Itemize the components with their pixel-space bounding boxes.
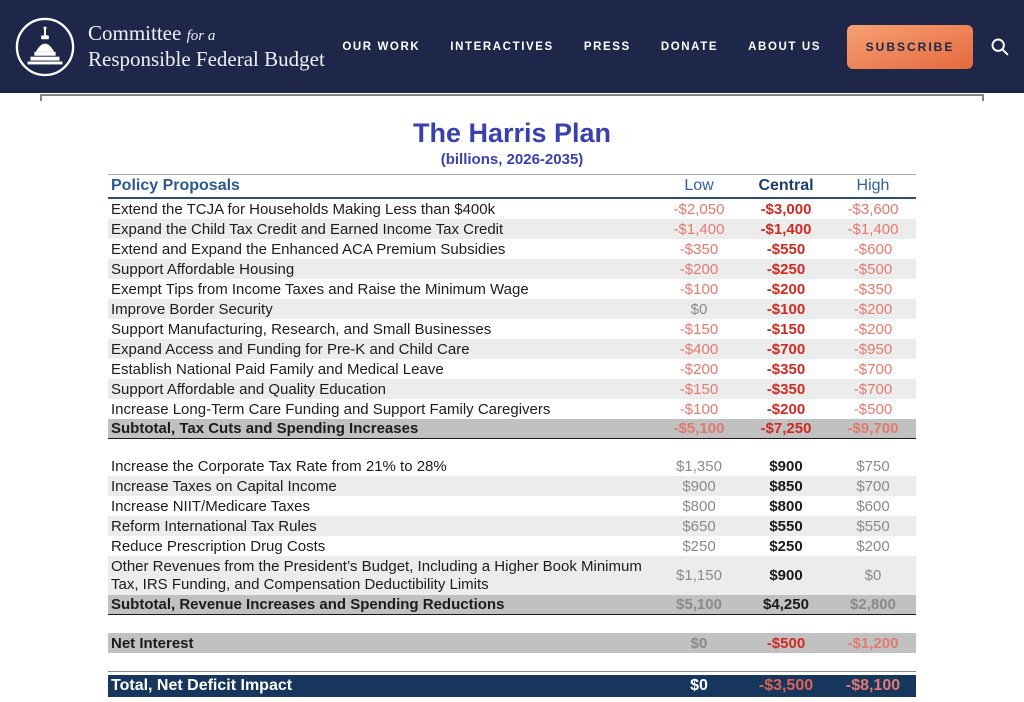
value-high: -$500 xyxy=(853,260,893,278)
value-high: -$8,100 xyxy=(845,677,901,694)
value-central: -$250 xyxy=(766,260,806,278)
policy-label: Establish National Paid Family and Medical Leave xyxy=(111,360,444,378)
value-high: -$600 xyxy=(853,240,893,258)
table-gap xyxy=(108,439,916,456)
table-row xyxy=(108,379,916,399)
value-low: -$5,100 xyxy=(673,420,725,437)
table-row xyxy=(108,516,916,536)
table-row xyxy=(108,476,916,496)
value-low: -$200 xyxy=(679,260,719,278)
value-low: -$100 xyxy=(679,280,719,298)
policy-label: Increase Taxes on Capital Income xyxy=(111,477,337,495)
table-row xyxy=(108,675,916,697)
policy-table-body xyxy=(108,199,916,697)
policy-label: Support Affordable and Quality Education xyxy=(111,380,386,398)
value-central: $900 xyxy=(769,567,803,584)
policy-label: Subtotal, Tax Cuts and Spending Increases xyxy=(111,420,419,437)
value-high: -$500 xyxy=(853,400,893,418)
value-central: -$150 xyxy=(766,320,806,338)
value-central: -$550 xyxy=(766,240,806,258)
policy-label: Other Revenues from the President’s Budget, Including a Higher Book Minimum Tax, IRS Funding, and Compensation Deductibility Limits xyxy=(111,557,642,593)
table-row xyxy=(108,239,916,259)
nav-item-our-work[interactable]: OUR WORK xyxy=(342,40,421,53)
table-row xyxy=(108,219,916,239)
value-central: $900 xyxy=(769,457,803,475)
main-content xyxy=(0,101,1024,697)
value-high: -$350 xyxy=(853,280,893,298)
table-row xyxy=(108,359,916,379)
column-header-central: Central xyxy=(758,177,814,194)
column-header-high: High xyxy=(856,177,890,194)
policy-label: Increase the Corporate Tax Rate from 21% to 28% xyxy=(111,457,447,475)
table-row xyxy=(108,633,916,653)
nav-item-press[interactable]: PRESS xyxy=(583,40,631,53)
value-low: $0 xyxy=(690,677,708,694)
value-central: $800 xyxy=(769,497,803,515)
policy-label: Reduce Prescription Drug Costs xyxy=(111,537,326,555)
policy-label: Net Interest xyxy=(111,634,194,652)
brand-line1: Committee xyxy=(88,20,182,45)
value-central: $4,250 xyxy=(763,596,809,613)
table-row xyxy=(108,456,916,476)
value-low: -$200 xyxy=(679,360,719,378)
value-low: $650 xyxy=(682,517,716,535)
value-central: -$100 xyxy=(766,300,806,318)
table-header-row xyxy=(108,174,916,199)
search-icon xyxy=(989,36,1010,57)
policy-label: Improve Border Security xyxy=(111,300,273,318)
policy-label: Exempt Tips from Income Taxes and Raise the Minimum Wage xyxy=(111,280,529,298)
table-row xyxy=(108,399,916,419)
value-high: -$200 xyxy=(853,320,893,338)
value-central: -$3,500 xyxy=(758,677,814,694)
value-low: $250 xyxy=(682,537,716,555)
value-central: -$7,250 xyxy=(760,420,812,437)
value-central: -$1,400 xyxy=(760,220,812,238)
value-low: $1,350 xyxy=(676,457,722,475)
value-high: -$200 xyxy=(853,300,893,318)
value-low: $900 xyxy=(682,477,716,495)
value-low: $800 xyxy=(682,497,716,515)
table-row xyxy=(108,199,916,219)
value-central: -$700 xyxy=(766,340,806,358)
nav-item-about-us[interactable]: ABOUT US xyxy=(748,40,821,53)
value-high: $600 xyxy=(856,497,890,515)
table-row xyxy=(108,279,916,299)
value-central: -$350 xyxy=(766,360,806,378)
value-low: -$150 xyxy=(679,320,719,338)
value-central: -$350 xyxy=(766,380,806,398)
value-central: $550 xyxy=(769,517,803,535)
subscribe-button[interactable]: SUBSCRIBE xyxy=(847,25,973,69)
value-central: -$200 xyxy=(766,400,806,418)
policy-label: Expand Access and Funding for Pre-K and Child Care xyxy=(111,340,470,358)
value-high: -$700 xyxy=(853,360,893,378)
value-high: $750 xyxy=(856,457,890,475)
value-low: $1,150 xyxy=(676,567,722,584)
policy-label: Reform International Tax Rules xyxy=(111,517,317,535)
value-high: -$1,200 xyxy=(847,634,899,652)
value-central: $850 xyxy=(769,477,803,495)
policy-label: Extend the TCJA for Households Making Less than $400k xyxy=(111,200,496,218)
capitol-icon xyxy=(14,16,76,78)
policy-label: Support Manufacturing, Research, and Small Businesses xyxy=(111,320,492,338)
policy-label: Total, Net Deficit Impact xyxy=(111,677,293,694)
nav-item-donate[interactable]: DONATE xyxy=(660,40,719,53)
value-high: -$950 xyxy=(853,340,893,358)
policy-label: Increase Long-Term Care Funding and Support Family Caregivers xyxy=(111,400,551,418)
policy-label: Increase NIIT/Medicare Taxes xyxy=(111,497,310,515)
main-nav xyxy=(342,41,821,53)
column-header-policy-proposals: Policy Proposals xyxy=(111,177,240,194)
policy-table xyxy=(108,174,916,697)
table-gap xyxy=(108,615,916,633)
value-central: -$3,000 xyxy=(760,200,812,218)
value-high: -$3,600 xyxy=(847,200,899,218)
value-low: $0 xyxy=(690,300,708,318)
value-high: $0 xyxy=(864,567,882,584)
value-low: -$150 xyxy=(679,380,719,398)
value-low: -$400 xyxy=(679,340,719,358)
value-central: -$500 xyxy=(766,634,806,652)
column-header-low: Low xyxy=(684,177,714,194)
table-row xyxy=(108,299,916,319)
value-central: $250 xyxy=(769,537,803,555)
policy-label: Support Affordable Housing xyxy=(111,260,295,278)
site-logo[interactable] xyxy=(14,16,76,78)
policy-label: Expand the Child Tax Credit and Earned Income Tax Credit xyxy=(111,220,504,238)
value-high: $200 xyxy=(856,537,890,555)
value-high: -$9,700 xyxy=(847,420,899,437)
value-high: -$700 xyxy=(853,380,893,398)
table-row xyxy=(108,259,916,279)
value-high: $700 xyxy=(856,477,890,495)
value-low: -$1,400 xyxy=(673,220,725,238)
value-high: $2,800 xyxy=(850,596,896,613)
value-central: -$200 xyxy=(766,280,806,298)
table-gap xyxy=(108,653,916,671)
brand-wordmark xyxy=(88,21,325,72)
table-row xyxy=(108,556,916,595)
policy-label: Subtotal, Revenue Increases and Spending Reductions xyxy=(111,596,505,613)
nav-item-interactives[interactable]: INTERACTIVES xyxy=(450,40,554,53)
table-row xyxy=(108,419,916,439)
table-row xyxy=(108,339,916,359)
site-header xyxy=(0,0,1024,93)
brand-line1-italic: for a xyxy=(186,27,216,44)
page-title: The Harris Plan xyxy=(412,118,612,148)
table-row xyxy=(108,595,916,615)
value-low: $0 xyxy=(690,634,708,652)
value-low: -$350 xyxy=(679,240,719,258)
search-button[interactable] xyxy=(989,36,1010,57)
value-low: -$2,050 xyxy=(673,200,725,218)
table-row xyxy=(108,319,916,339)
value-low: -$100 xyxy=(679,400,719,418)
table-row xyxy=(108,536,916,556)
brand-line2: Responsible Federal Budget xyxy=(88,46,325,71)
value-high: -$1,400 xyxy=(847,220,899,238)
policy-label: Extend and Expand the Enhanced ACA Premium Subsidies xyxy=(111,240,506,258)
value-high: $550 xyxy=(856,517,890,535)
table-row xyxy=(108,496,916,516)
content-panel-border xyxy=(40,94,984,101)
page-subtitle: (billions, 2026-2035) xyxy=(440,151,584,168)
value-low: $5,100 xyxy=(676,596,722,613)
